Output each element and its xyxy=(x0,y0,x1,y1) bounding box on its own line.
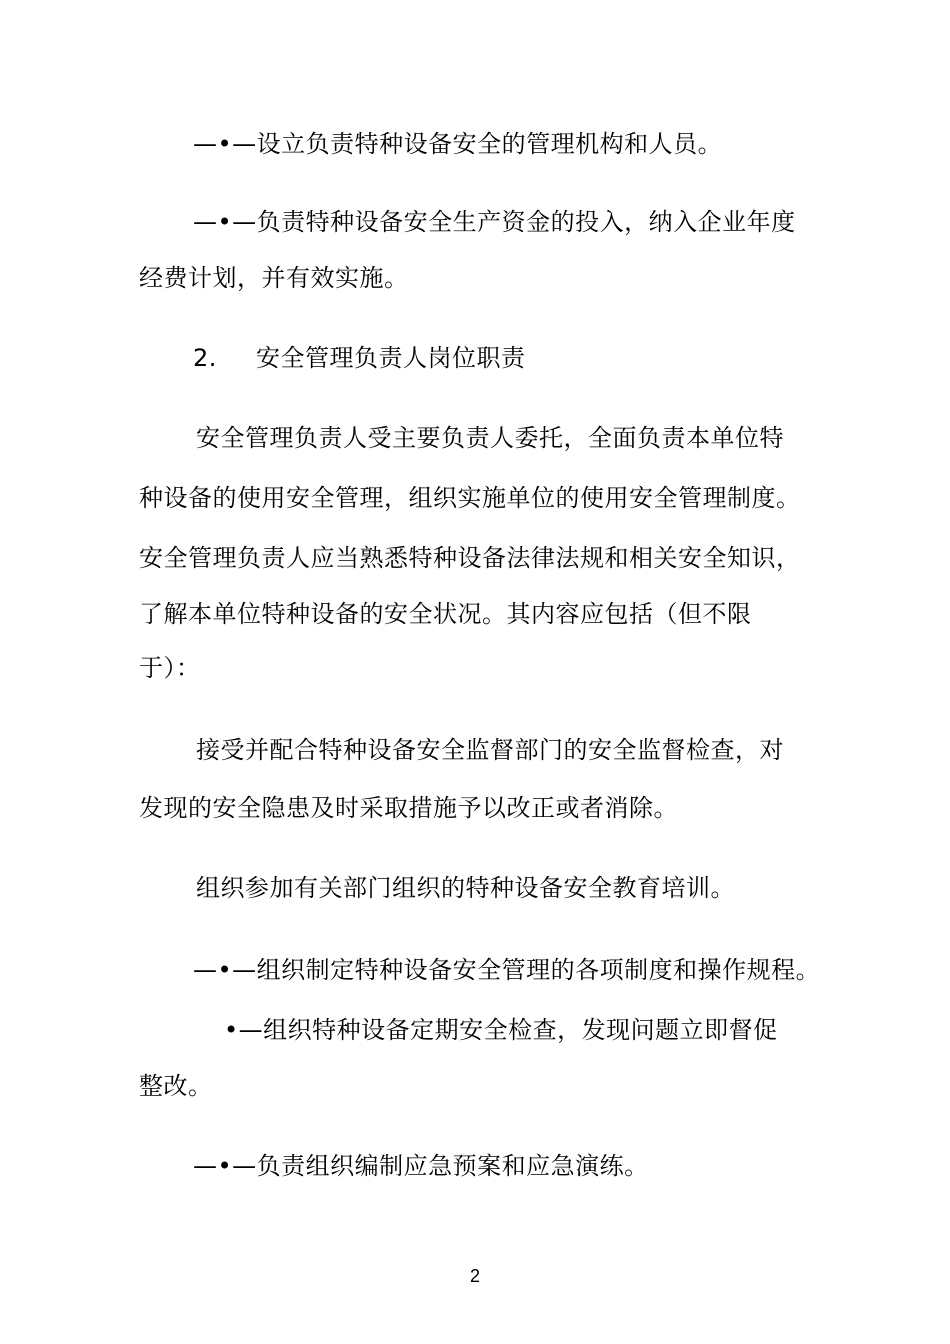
paragraph-line: —•—负责组织编制应急预案和应急演练。 xyxy=(193,1152,649,1180)
section-number: 2. xyxy=(193,344,217,372)
paragraph-line: •—组织特种设备定期安全检查，发现问题立即督促 xyxy=(224,1016,778,1044)
paragraph-line: —•—设立负责特种设备安全的管理机构和人员。 xyxy=(193,130,723,158)
paragraph-line: —•—负责特种设备安全生产资金的投入，纳入企业年度 xyxy=(193,208,796,236)
page-number: 2 xyxy=(469,1266,480,1286)
paragraph-line: 发现的安全隐患及时采取措施予以改正或者消除。 xyxy=(139,794,678,822)
paragraph-line: 接受并配合特种设备安全监督部门的安全监督检查，对 xyxy=(196,736,784,764)
paragraph-line: 安全管理负责人受主要负责人委托，全面负责本单位特 xyxy=(196,424,784,452)
paragraph-line: 经费计划，并有效实施。 xyxy=(139,264,409,292)
paragraph-line: —•—组织制定特种设备安全管理的各项制度和操作规程。 xyxy=(193,956,821,984)
paragraph-line: 安全管理负责人应当熟悉特种设备法律法规和相关安全知识， xyxy=(139,544,801,572)
paragraph-line: 种设备的使用安全管理，组织实施单位的使用安全管理制度。 xyxy=(139,484,801,512)
paragraph-line: 组织参加有关部门组织的特种设备安全教育培训。 xyxy=(196,874,735,902)
section-heading: 安全管理负责人岗位职责 xyxy=(256,344,526,372)
paragraph-line: 了解本单位特种设备的安全状况。其内容应包括（但不限 xyxy=(139,600,752,628)
paragraph-line: 整改。 xyxy=(139,1072,213,1100)
paragraph-line: 于）： xyxy=(139,654,201,682)
